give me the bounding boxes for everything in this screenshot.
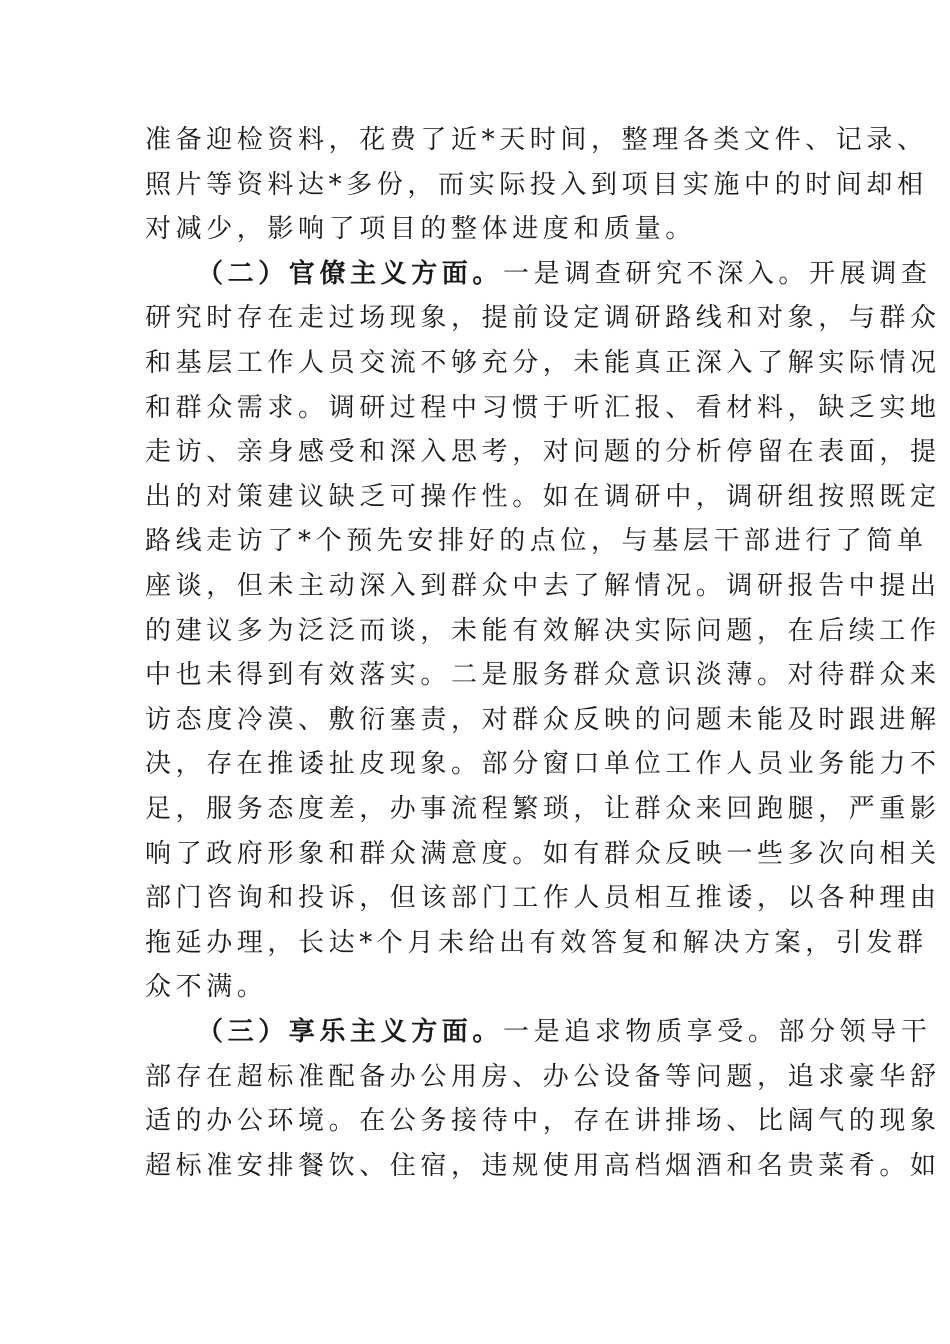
text-segment: 研究时存在走过场现象，提前设定调研路线和对象，与群众 [145,303,941,333]
text-segment: 路线走访了*个预先安排好的点位，与基层干部进行了简单 [145,526,928,556]
text-line [145,741,941,787]
text-line [145,1143,941,1189]
text-line [145,608,941,654]
text-line [145,697,941,743]
text-segment: 部存在超标准配备办公用房、办公设备等问题，追求豪华舒 [145,1062,941,1092]
text-line [145,875,941,921]
text-segment: 开展调查 [809,259,932,289]
text-segment: 照片等资料达*多份，而实际投入到项目实施中的时间却相 [145,170,928,200]
text-line [145,162,928,208]
text-segment: 响了政府形象和群众满意度。如有群众反映一些多次向相关 [145,839,941,869]
text-line [197,1009,931,1055]
text-line [145,295,941,341]
text-line [145,831,941,877]
text-line [145,563,941,609]
text-line [145,518,928,564]
text-line [145,117,928,163]
text-line [145,964,267,1010]
text-segment: 座谈，但未主动深入到群众中去了解情况。调研报告中提出 [145,571,941,601]
text-line [145,385,941,431]
text-line [145,340,941,386]
section-heading: （三）享乐主义方面。 [197,1017,504,1047]
text-segment: 的建议多为泛泛而谈，未能有效解决实际问题，在后续工作 [145,616,941,646]
text-segment: 和基层工作人员交流不够充分，未能真正深入了解实际情况 [145,348,941,378]
text-segment: 拖延办理，长达*个月未给出有效答复和解决方案，引发群 [145,928,928,958]
section-heading: （二）官僚主义方面。 [197,259,504,289]
text-segment: 一是追求物质享受。部分领导干 [503,1017,932,1047]
text-segment: 适的办公环境。在公务接待中，存在讲排场、比阔气的现象 [145,1106,941,1136]
text-segment: 中也未得到有效落实。二是服务群众意识淡薄。对待群众来 [145,660,941,690]
text-line [145,920,928,966]
text-line [145,474,941,520]
text-segment: 准备迎检资料，花费了近*天时间，整理各类文件、记录、 [145,125,928,155]
text-segment: 出的对策建议缺乏可操作性。如在调研中，调研组按照既定 [145,482,941,512]
text-segment: 对减少，影响了项目的整体进度和质量。 [145,214,696,244]
text-segment: 走访、亲身感受和深入思考，对问题的分析停留在表面，提 [145,437,941,467]
text-segment: 访态度冷漠、敷衍塞责，对群众反映的问题未能及时跟进解 [145,705,941,735]
text-segment: 足，服务态度差，办事流程繁琐，让群众来回跑腿，严重影 [145,794,941,824]
text-line [145,652,941,698]
text-segment: 众不满。 [145,972,268,1002]
text-line [145,1054,941,1100]
text-segment: 决，存在推诿扯皮现象。部分窗口单位工作人员业务能力不 [145,749,941,779]
text-line [145,1098,941,1144]
text-line [197,251,931,297]
text-segment: 一是调查研究不深入。 [503,259,810,289]
text-segment: 超标准安排餐饮、住宿，违规使用高档烟酒和名贵菜肴。如 [145,1151,941,1181]
text-line [145,206,696,252]
text-line [145,429,941,475]
text-segment: 和群众需求。调研过程中习惯于听汇报、看材料，缺乏实地 [145,393,941,423]
text-segment: 部门咨询和投诉，但该部门工作人员相互推诿，以各种理由 [145,883,941,913]
text-line [145,786,941,832]
